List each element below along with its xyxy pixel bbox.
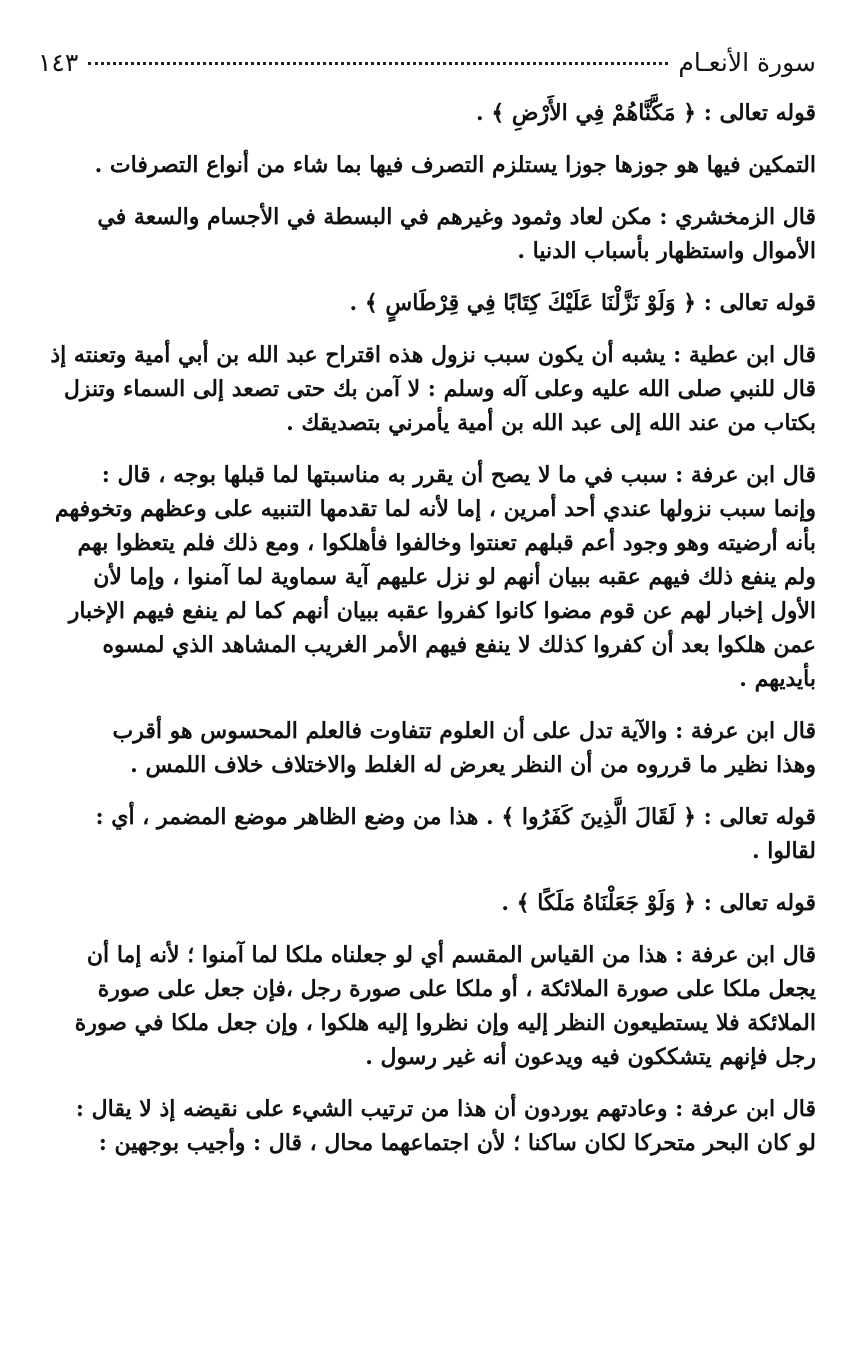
- text-line: قوله تعالى : ﴿ وَلَوْ نَزَّلْنَا عَلَيْكَ كِتَابًا فِي قِرْطَاسٍ ﴾ .: [349, 290, 816, 316]
- paragraph-ibn-arafa-ulum: [38, 714, 816, 782]
- paragraph-ibn-arafa-sabab: [38, 458, 816, 696]
- paragraph-verse-qirtas: [38, 286, 816, 320]
- text-line: لقالوا .: [751, 838, 816, 864]
- paragraph-zamakhshari: [38, 200, 816, 268]
- text-line: لو كان البحر متحركا لكان ساكنا ؛ لأن اجتماعهما محال ، قال : وأجيب بوجهين :: [98, 1130, 816, 1156]
- dotted-leader: [88, 62, 668, 65]
- text-line: قال ابن عرفة : سبب في ما لا يصح أن يقرر به مناسبتها لما قبلها بوجه ، قال :: [101, 462, 816, 488]
- running-header: [38, 48, 816, 88]
- paragraph-ibn-arafa-qiyas: [38, 938, 816, 1074]
- text-line: قال للنبي صلى الله عليه وعلى آله وسلم : لا آمن بك حتى تصعد إلى السماء وتنزل: [63, 376, 816, 402]
- surah-title: سورة الأنعـام: [678, 48, 816, 77]
- text-line: بأنه أرضيته وهو وجود أعم قبلهم تعنتوا وخالفوا فأهلكوا ، ومع ذلك فلم يتعظوا بهم: [77, 530, 816, 556]
- paragraph-verse-malakan: [38, 886, 816, 920]
- text-line: بكتاب من عند الله إلى عبد الله بن أمية يأمرني بتصديقك .: [286, 410, 816, 436]
- text-line: رجل فإنهم يتشككون فيه ويدعون أنه غير رسول .: [365, 1044, 816, 1070]
- text-line: قال ابن عطية : يشبه أن يكون سبب نزول هذه اقتراح عبد الله بن أبي أمية وتعنته إذ: [50, 342, 816, 368]
- text-line: الأموال واستظهار بأسباب الدنيا .: [517, 238, 816, 264]
- text-line: قال ابن عرفة : والآية تدل على أن العلوم تتفاوت فالعلم المحسوس هو أقرب: [112, 718, 816, 744]
- text-line: قال الزمخشري : مكن لعاد وثمود وغيرهم في البسطة في الأجسام والسعة في: [97, 204, 816, 230]
- text-line: بأيديهم .: [739, 666, 816, 692]
- text-line: قال ابن عرفة : هذا من القياس المقسم أي لو جعلناه ملكا لما آمنوا ؛ لأنه إما أن: [86, 942, 816, 968]
- paragraph-ibn-atiyya: [38, 338, 816, 440]
- text-line: عمن هلكوا بعد أن كفروا كذلك لا ينفع فيهم الأمر الغريب المشاهد الذي لمسوه: [102, 632, 816, 658]
- paragraph-ibn-arafa-tartib: [38, 1092, 816, 1160]
- text-line: قوله تعالى : ﴿ وَلَوْ جَعَلْنَاهُ مَلَكًا ﴾ .: [501, 890, 816, 916]
- text-line: الأول إخبار لهم عن قوم مضوا كانوا كفروا عقبه ببيان أنهم كما لم ينفع فيهم الإخبار: [68, 598, 816, 624]
- paragraph-verse-laqala: [38, 800, 816, 868]
- text-line: قال ابن عرفة : وعادتهم يوردون أن هذا من ترتيب الشيء على نقيضه إذ لا يقال :: [75, 1096, 816, 1122]
- text-line: ولم ينفع ذلك فيهم عقبه ببيان أنهم لو نزل عليهم آية سماوية لما آمنوا ، وإما لأن: [93, 564, 816, 590]
- book-page: [38, 48, 816, 1160]
- text-line: الملائكة فلا يستطيعون النظر إليه وإن نظروا إليه هلكوا ، وإن جعل ملكا في صورة: [74, 1010, 816, 1036]
- page-number: ١٤٣: [38, 48, 79, 77]
- text-line: وهذا نظير ما قرروه من أن النظر يعرض له الغلط والاختلاف خلاف اللمس .: [130, 752, 816, 778]
- text-line: التمكين فيها هو جوزها جوزا يستلزم التصرف فيها بما شاء من أنواع التصرفات .: [94, 152, 816, 178]
- paragraph-verse-makkannahum: [38, 96, 816, 130]
- paragraph-tamkeen: [38, 148, 816, 182]
- text-line: قوله تعالى : ﴿ مَكَّنَّاهُمْ فِي الأَرْضِ ﴾ .: [476, 100, 816, 126]
- text-line: وإنما سبب نزولها عندي أحد أمرين ، إما لأنه لما تقدمها التنبيه على وعظهم وتخوفهم: [54, 496, 816, 522]
- text-line: يجعل ملكا على صورة الملائكة ، أو ملكا على صورة رجل ،فإن جعل على صورة: [97, 976, 816, 1002]
- text-line: قوله تعالى : ﴿ لَقَالَ الَّذِينَ كَفَرُوا ﴾ . هذا من وضع الظاهر موضع المضمر ، أي :: [95, 804, 816, 830]
